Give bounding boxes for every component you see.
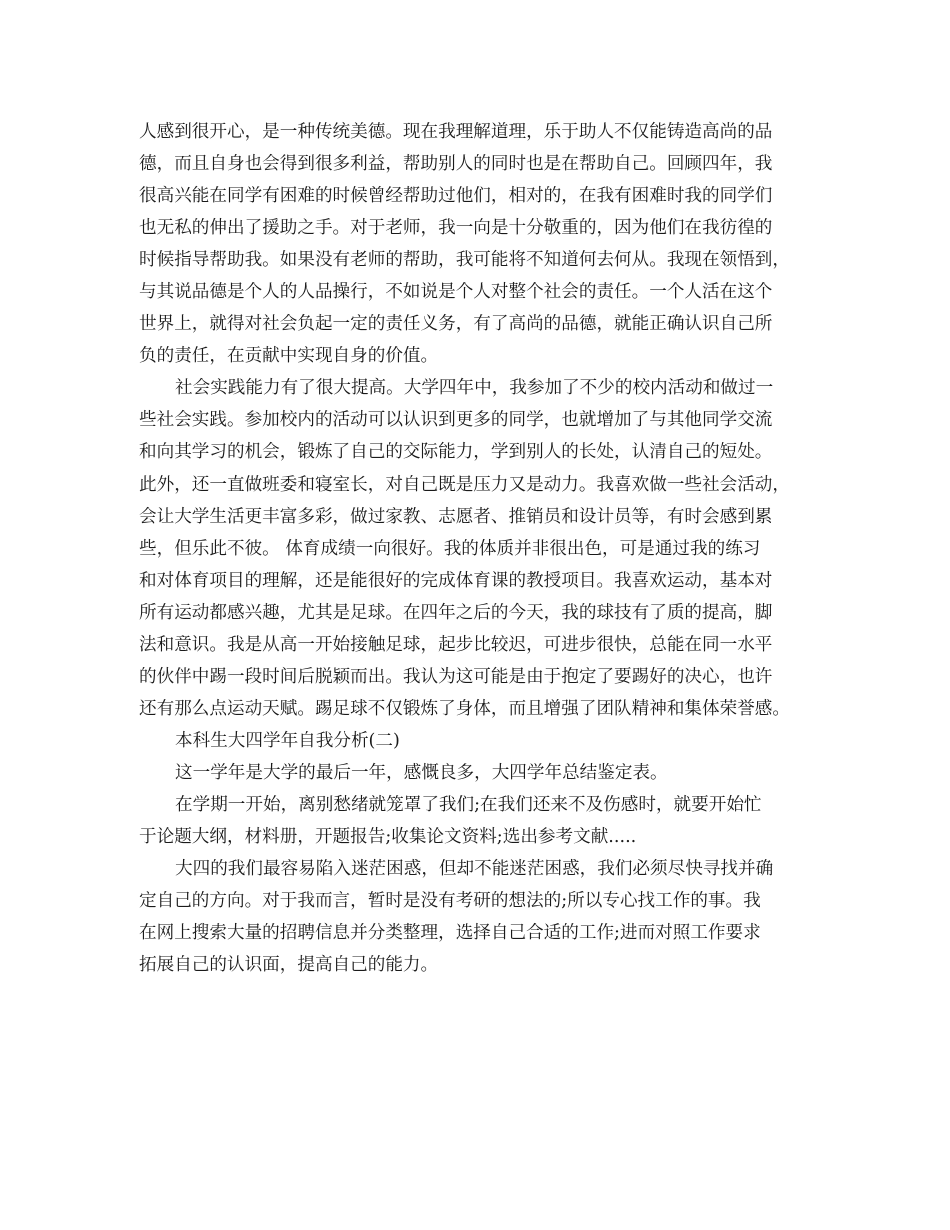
body-text — [139, 116, 839, 981]
text-line: 的伙伴中踢一段时间后脱颖而出。我认为这可能是由于抱定了要踢好的决心，也许 — [139, 666, 773, 687]
text-line: 负的责任，在贡献中实现自身的价值。 — [139, 346, 439, 367]
text-line: 和对体育项目的理解，还是能很好的完成体育课的教授项目。我喜欢运动，基本对 — [139, 570, 773, 591]
text-line: 于论题大纲，材料册，开题报告;收集论文资料;选出参考文献..... — [139, 827, 637, 848]
text-line: 与其说品德是个人的人品操行，不如说是个人对整个社会的责任。一个人活在这个 — [139, 282, 773, 303]
text-line: 法和意识。我是从高一开始接触足球，起步比较迟，可进步很快，总能在同一水平 — [139, 634, 773, 655]
text-line: 拓展自己的认识面，提高自己的能力。 — [139, 955, 439, 976]
text-line: 世界上，就得对社会负起一定的责任义务，有了高尚的品德，就能正确认识自己所 — [139, 314, 773, 335]
text-line: 所有运动都感兴趣，尤其是足球。在四年之后的今天，我的球技有了质的提高，脚 — [139, 602, 773, 623]
text-line: 会让大学生活更丰富多彩，做过家教、志愿者、推销员和设计员等，有时会感到累 — [139, 506, 773, 527]
text-line: 和向其学习的机会，锻炼了自己的交际能力，学到别人的长处，认清自己的短处。 — [139, 442, 773, 463]
paragraph-start-line: 在学期一开始，离别愁绪就笼罩了我们;在我们还来不及伤感时，就要开始忙 — [175, 794, 762, 815]
text-line: 时候指导帮助我。如果没有老师的帮助，我可能将不知道何去何从。我现在领悟到， — [139, 250, 790, 271]
paragraph-start-line: 这一学年是大学的最后一年，感慨良多，大四学年总结鉴定表。 — [175, 762, 668, 783]
paragraph-start-line: 社会实践能力有了很大提高。大学四年中，我参加了不少的校内活动和做过一 — [175, 378, 774, 399]
text-line: 还有那么点运动天赋。踢足球不仅锻炼了身体，而且增强了团队精神和集体荣誉感。 — [139, 698, 790, 719]
text-line: 在网上搜索大量的招聘信息并分类整理，选择自己合适的工作;进而对照工作要求 — [139, 923, 761, 944]
text-line: 很高兴能在同学有困难的时候曾经帮助过他们，相对的，在我有困难时我的同学们 — [139, 186, 773, 207]
text-line: 定自己的方向。对于我而言，暂时是没有考研的想法的;所以专心找工作的事。我 — [139, 891, 761, 912]
text-line: 些社会实践。参加校内的活动可以认识到更多的同学，也就增加了与其他同学交流 — [139, 410, 773, 431]
text-line: 人感到很开心，是一种传统美德。现在我理解道理，乐于助人不仅能铸造高尚的品 — [139, 122, 773, 142]
paragraph-start-line: 大四的我们最容易陷入迷茫困惑，但却不能迷茫困惑，我们必须尽快寻找并确 — [175, 859, 774, 880]
text-line: 也无私的伸出了援助之手。对于老师，我一向是十分敬重的，因为他们在我彷徨的 — [139, 218, 773, 239]
text-line: 此外，还一直做班委和寝室长，对自己既是压力又是动力。我喜欢做一些社会活动， — [139, 474, 790, 495]
text-line: 德，而且自身也会得到很多利益，帮助别人的同时也是在帮助自己。回顾四年，我 — [139, 154, 773, 175]
section-heading: 本科生大四学年自我分析(二) — [175, 730, 400, 751]
text-line: 些，但乐此不彼。 体育成绩一向很好。我的体质并非很出色，可是通过我的练习 — [139, 538, 761, 559]
